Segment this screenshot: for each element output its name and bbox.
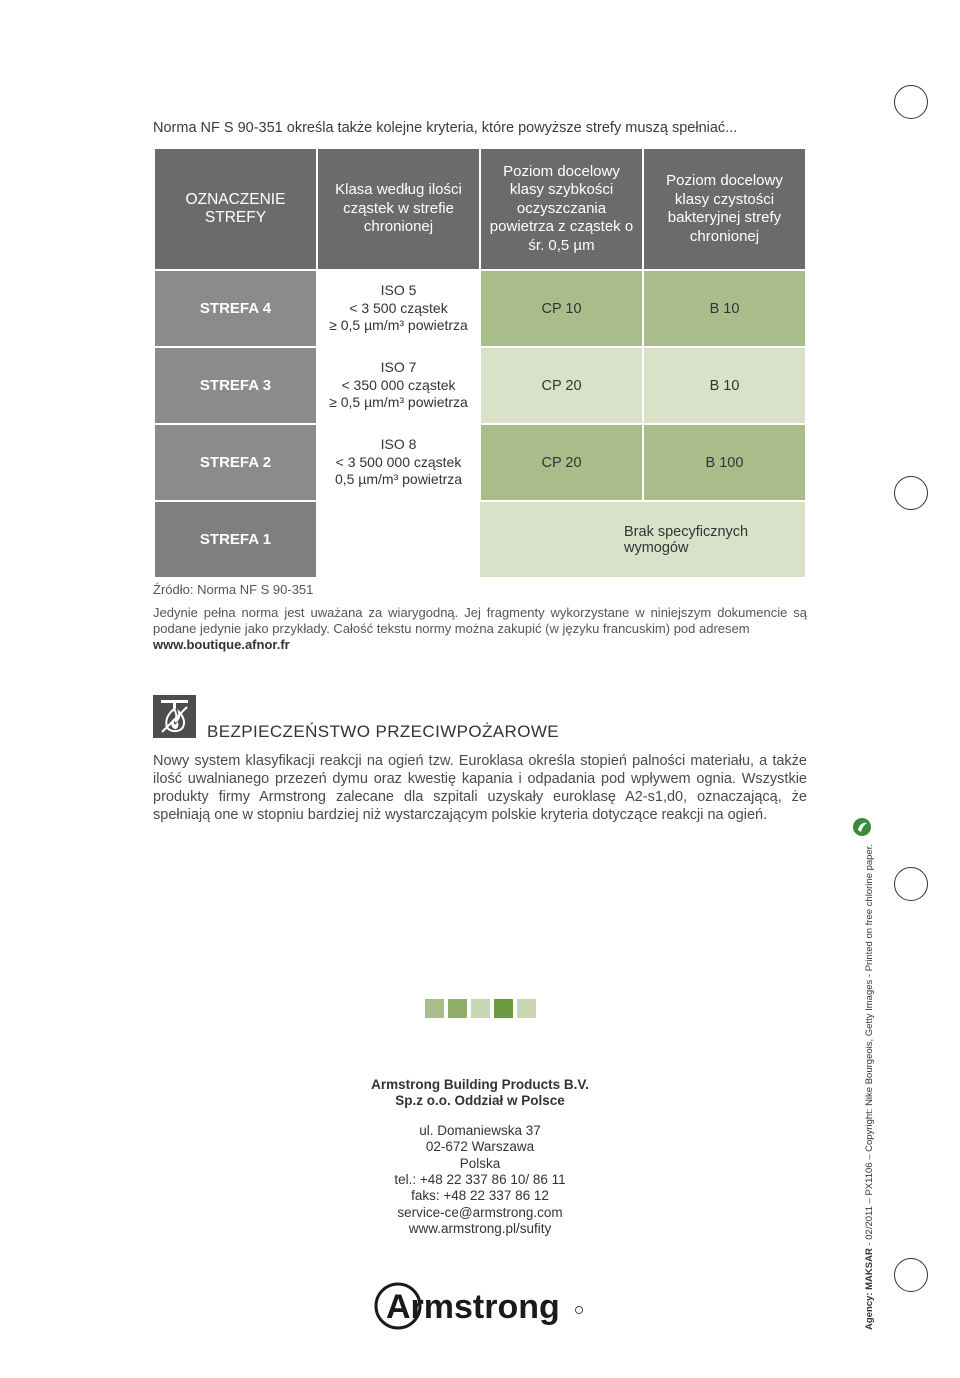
intro-text: Norma NF S 90-351 określa także kolejne kryteria, które powyższe strefy muszą spełniać... <box>153 120 738 136</box>
table-header-row <box>154 148 806 270</box>
armstrong-logo <box>374 1280 586 1332</box>
iso-line: ISO 7 <box>380 359 417 376</box>
fire-section-title: BEZPIECZEŃSTWO PRZECIWPOŻAROWE <box>207 722 560 741</box>
iso-line: < 350 000 cząstek <box>341 376 456 393</box>
source-note: Źródło: Norma NF S 90-351 <box>153 582 314 597</box>
color-square <box>448 999 467 1018</box>
company-address <box>330 1077 630 1238</box>
iso-class-cell <box>317 270 480 347</box>
cp-cell: CP 20 <box>480 424 643 501</box>
credits-vertical <box>864 840 875 1330</box>
b-cell: B 10 <box>643 270 806 347</box>
b-cell: B 100 <box>643 424 806 501</box>
empty-cell <box>317 501 480 578</box>
color-squares <box>425 999 536 1018</box>
iso-line: < 3 500 000 cząstek <box>335 453 462 470</box>
disclaimer-note <box>153 605 807 653</box>
iso-line: ISO 5 <box>380 282 417 299</box>
header-bacterial-class: Poziom docelowy klasy czystości bakteryjnej strefy chronionej <box>643 148 806 270</box>
address-country: Polska <box>459 1155 501 1171</box>
fire-section-body: Nowy system klasyfikacji reakcji na ogień tzw. Euroklasa określa stopień palności materiału, a także ilość uwalnianego przezeń dymu oraz kwestię kapania i odpadania pod wpływem ognia. Wszystkie produkty firmy Armstrong zalecane dla szpitali uzyskały euroklasę A2-s1,d0, oznaczającą, że spełniają one w stopniu bardziej niż wystarczającym polskie kryteria dotyczące reakcji na ogień. <box>153 753 807 823</box>
color-square <box>471 999 490 1018</box>
color-square <box>494 999 513 1018</box>
credits-text: - 02/2011 – PX1106 – Copyright: Nike Bourgeois, Getty Images - Printed on free chlorine paper. <box>864 844 875 1246</box>
agency-name: MAKSAR <box>864 1248 875 1290</box>
address-fax: faks: +48 22 337 86 12 <box>411 1188 549 1204</box>
b-cell: B 10 <box>643 347 806 424</box>
iso-line: ≥ 0,5 µm/m³ powietrza <box>329 394 468 411</box>
address-street: ul. Domaniewska 37 <box>419 1122 541 1138</box>
header-cleaning-class: Poziom docelowy klasy szybkości oczyszczania powietrza z cząstek o śr. 0,5 µm <box>480 148 643 270</box>
afnor-link[interactable]: www.boutique.afnor.fr <box>153 637 290 652</box>
pefc-icon <box>850 815 874 839</box>
iso-line: ISO 8 <box>380 436 417 453</box>
zone-label: STREFA 3 <box>154 347 317 424</box>
table-row <box>154 501 806 578</box>
cp-cell: CP 10 <box>480 270 643 347</box>
iso-class-cell <box>317 347 480 424</box>
iso-class-cell <box>317 424 480 501</box>
binder-hole <box>894 1258 928 1292</box>
address-email[interactable]: service-ce@armstrong.com <box>397 1204 563 1220</box>
table-row <box>154 424 806 501</box>
header-particle-class: Klasa według ilości cząstek w strefie chronionej <box>317 148 480 270</box>
table-row <box>154 347 806 424</box>
disclaimer-text: Jedynie pełna norma jest uważana za wiarygodną. Jej fragmenty wykorzystane w niniejszym dokumencie są podane jedynie jako przykłady. Całość tekstu normy można zakupić (w języku francuskim) pod adresem <box>153 605 807 636</box>
company-branch: Sp.z o.o. Oddział w Polsce <box>395 1093 565 1109</box>
iso-line: 0,5 µm/m³ powietrza <box>334 471 463 488</box>
iso-line: < 3 500 cząstek <box>349 299 448 316</box>
header-zone: OZNACZENIE STREFY <box>154 148 317 270</box>
zone-label: STREFA 1 <box>154 501 317 578</box>
color-square <box>425 999 444 1018</box>
iso-line: ≥ 0,5 µm/m³ powietrza <box>329 317 468 334</box>
address-website[interactable]: www.armstrong.pl/sufity <box>408 1221 552 1237</box>
binder-hole <box>894 85 928 119</box>
binder-hole <box>894 867 928 901</box>
agency-label: Agency: <box>864 1292 875 1330</box>
zone-label: STREFA 2 <box>154 424 317 501</box>
company-name: Armstrong Building Products B.V. <box>371 1077 589 1092</box>
binder-hole <box>894 476 928 510</box>
color-square <box>517 999 536 1018</box>
address-city: 02-672 Warszawa <box>425 1139 535 1155</box>
cp-cell: CP 20 <box>480 347 643 424</box>
table-row <box>154 270 806 347</box>
zone-label: STREFA 4 <box>154 270 317 347</box>
address-phone: tel.: +48 22 337 86 10/ 86 11 <box>394 1172 566 1188</box>
logo-text: Armstrong <box>386 1288 560 1326</box>
no-requirements-cell: Brak specyficznych wymogów <box>480 501 806 578</box>
fire-safety-icon <box>153 695 196 738</box>
zone-classification-table <box>153 147 807 579</box>
